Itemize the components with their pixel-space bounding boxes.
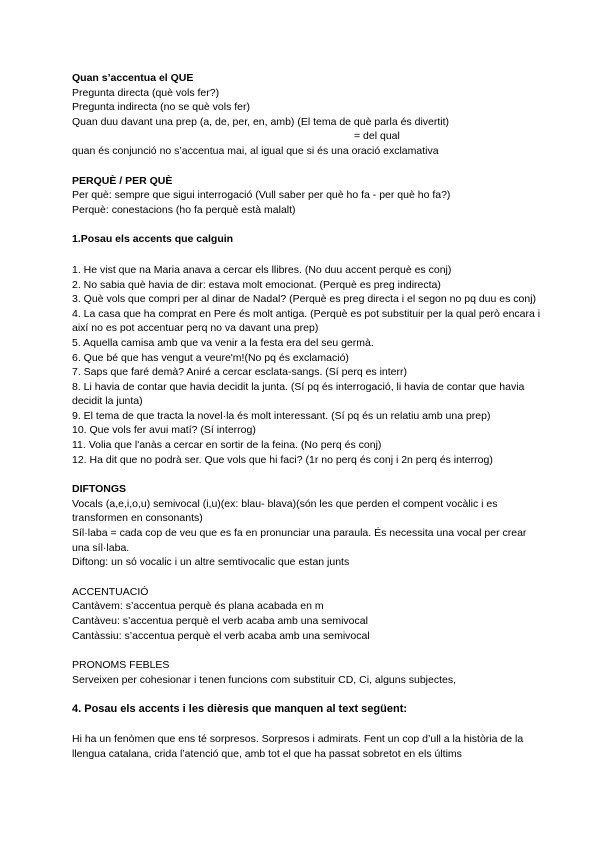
list-item: 8. Li havia de contar que havia decidit la junta. (Sí pq és interrogació, li havia de contar que havia decidit la junta)	[72, 380, 525, 408]
que-line: quan és conjunció no s’accentua mai, al igual que si és una oració exclamativa	[72, 144, 439, 157]
document-body	[72, 71, 542, 761]
exercise-1-list	[72, 263, 542, 467]
perque-line: Per què: sempre que sigui interrogació (Vull saber per què ho fa - per què ho fa?)	[72, 189, 451, 202]
diftongs-line: Diftong: un só vocalic i un altre semtivocalic que estan junts	[72, 556, 350, 569]
list-item: 2. No sabia què havia de dir: estava molt emocionat. (Perquè es preg indirecta)	[72, 278, 441, 291]
list-item: 12. Ha dit que no podrà ser. Que vols que hi faci? (1r no perq és conj i 2n perq és interrog)	[72, 453, 493, 466]
accentuacio-line: Cantàveu: s’accentua perquè el verb acaba amb una semivocal	[72, 615, 368, 627]
pronoms-line: Serveixen per cohesionar i tenen funcions com substituir CD, Ci, alguns subjectes,	[72, 673, 457, 686]
list-item: 5. Aquella camisa amb que va venir a la festa era del seu germà.	[72, 336, 374, 349]
list-item: 11. Volia que l'anàs a cercar en sortir de la feina. (No perq és conj)	[72, 439, 382, 452]
diftongs-line: Síl·laba = cada cop de veu que es fa en pronunciar una paraula. És necessita una vocal per crear una síl·laba.	[72, 527, 527, 554]
list-item: 4. La casa que ha comprat en Pere és molt antiga. (Perquè es pot substituir per la qual però encara i així no es pot accentuar perq no va davant una prep)	[72, 307, 541, 335]
que-line: Quan duu davant una prep (a, de, per, en, amb) (El tema de què parla és divertit)	[72, 115, 450, 128]
list-item: 10. Que vols fer avui matí? (Sí interrog)	[72, 424, 256, 437]
accentuacio-line: Cantàvem: s’accentua perquè és plana acabada en m	[72, 600, 324, 613]
que-note: = del qual	[354, 130, 400, 143]
list-item: 9. El tema de que tracta la novel·la és molt interessant. (Sí pq és un relatiu amb una prep)	[72, 409, 491, 422]
section-title-accentuacio: ACCENTUACIÓ	[72, 585, 149, 598]
section-title-perque: PERQUÈ / PER QUÈ	[72, 174, 173, 187]
list-item: 1. He vist que na Maria anava a cercar els llibres. (No duu accent perquè es conj)	[72, 263, 452, 276]
exercise-4-title: 4. Posau els accents i les dièresis que manquen al text següent:	[72, 703, 408, 716]
list-item: 3. Què vols que compri per al dinar de Nadal? (Perquè es preg directa i el segon no pq duu es conj)	[72, 293, 537, 306]
list-item: 7. Saps que faré demà? Aniré a cercar esclata-sangs. (Sí perq es interr)	[72, 366, 408, 379]
que-line: Pregunta directa (què vols fer?)	[72, 86, 220, 99]
section-title-que: Quan s’accentua el QUE	[72, 72, 194, 84]
diftongs-line: Vocals (a,e,i,o,u) semivocal (i,u)(ex: blau- blava)(són les que perden el compent vocàlic i es transformen en consonants)	[72, 497, 498, 525]
list-item: 6. Que bé que has vengut a veure'm!(No pq és exclamació)	[72, 351, 349, 364]
que-line: Pregunta indirecta (no se què vols fer)	[72, 101, 251, 114]
perque-line: Perquè: conestacions (ho fa perquè està malalt)	[72, 203, 296, 216]
exercise-4-text: Hi ha un fenòmen que ens té sorpresos. Sorpresos i admirats. Fent un cop d’ull a la història de la llengua catalana, crida l’atenció que, amb tot el que ha passat sobretot en els últims	[72, 732, 524, 760]
section-title-pronoms: PRONOMS FEBLES	[72, 659, 170, 672]
exercise-1-title: 1.Posau els accents que calguin	[72, 233, 234, 246]
accentuacio-line: Cantàssiu: s’accentua perquè el verb acaba amb una semivocal	[72, 629, 370, 642]
section-title-diftongs: DIFTONGS	[72, 483, 127, 496]
